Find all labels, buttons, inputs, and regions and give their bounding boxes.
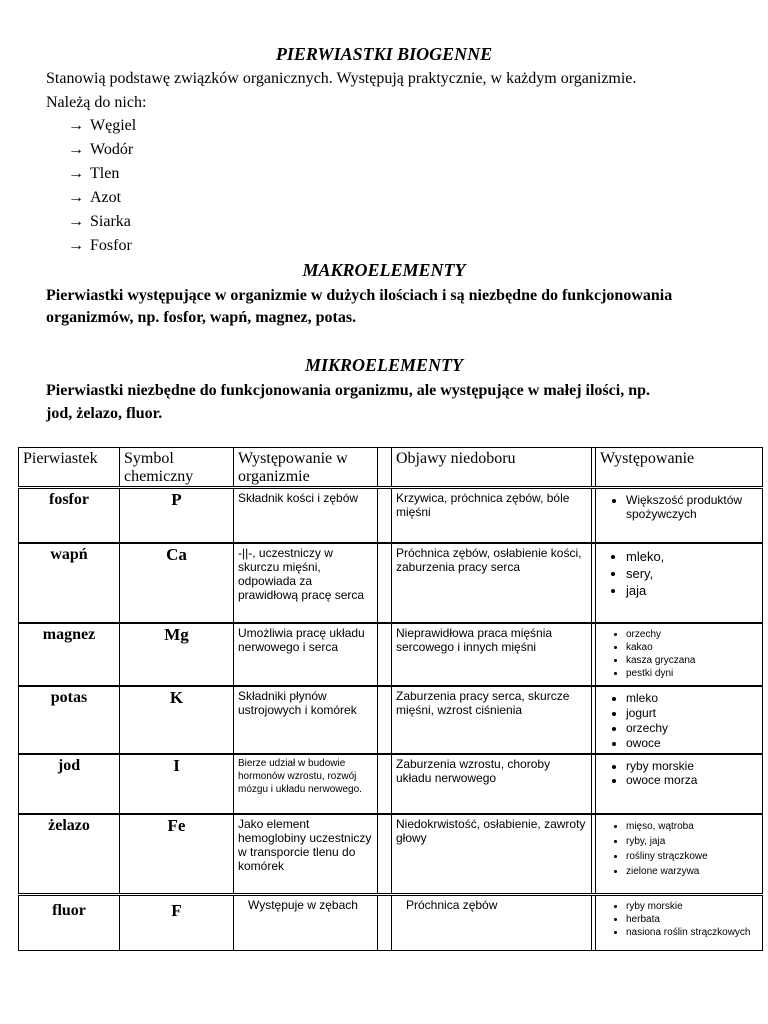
macro-line2: organizmów, np. fosfor, wapń, magnez, potas.: [46, 309, 357, 326]
list-item: • orzechy: [626, 721, 760, 736]
food-sources: [595, 624, 764, 685]
arrow-right-icon: →: [68, 117, 84, 134]
list-item: • owoce: [626, 736, 760, 751]
list-item: • herbata: [626, 913, 760, 926]
food-sources: [595, 489, 764, 542]
list-item: → Siarka: [68, 210, 136, 234]
biogenic-line2: Należą do nich:: [46, 94, 147, 111]
element-name: wapń: [50, 546, 88, 563]
header-organism: Występowanie w organizmie: [233, 448, 377, 486]
organism-role: Składnik kości i zębów: [233, 489, 377, 542]
header-deficiency: Objawy niedoboru: [391, 448, 591, 486]
table-row: [18, 814, 763, 894]
deficiency-symptoms: Próchnica zębów: [391, 896, 591, 950]
title-biogenic: PIERWIASTKI BIOGENNE: [275, 44, 493, 64]
arrow-right-icon: →: [68, 237, 84, 254]
header-symbol: Symbol chemiczny: [119, 448, 233, 486]
list-item: → Wodór: [68, 138, 136, 162]
table-row: [18, 543, 763, 623]
arrow-right-icon: →: [68, 213, 84, 230]
organism-role: Składniki płynów ustrojowych i komórek: [233, 687, 377, 753]
table-row: [18, 686, 763, 754]
deficiency-symptoms: Próchnica zębów, osłabienie kości, zaburzenia pracy serca: [391, 544, 591, 622]
arrow-right-icon: →: [68, 189, 84, 206]
list-item: • ryby morskie: [626, 900, 760, 913]
list-item: • kasza gryczana: [626, 654, 760, 667]
list-item: → Tlen: [68, 162, 136, 186]
list-item: → Azot: [68, 186, 136, 210]
list-item: • pestki dyni: [626, 667, 760, 680]
food-sources: [595, 896, 764, 950]
biogenic-list: [68, 114, 136, 258]
micro-line2: jod, żelazo, fluor.: [46, 405, 163, 422]
element-symbol: P: [119, 489, 233, 542]
table-row: [18, 754, 763, 814]
food-sources: [595, 687, 764, 753]
element-name: potas: [50, 689, 88, 706]
list-item: • owoce morza: [626, 773, 760, 787]
list-item: • jaja: [626, 582, 760, 599]
macro-line1: Pierwiastki występujące w organizmie w dużych ilościach i są niezbędne do funkcjonowania: [46, 287, 673, 304]
table-row: [18, 895, 763, 951]
deficiency-symptoms: Zaburzenia pracy serca, skurcze mięśni, wzrost ciśnienia: [391, 687, 591, 753]
list-item: • mięso, wątroba: [626, 819, 760, 834]
header-sources: Występowanie: [595, 448, 764, 486]
deficiency-symptoms: Nieprawidłowa praca mięśnia sercowego i innych mięśni: [391, 624, 591, 685]
list-item: → Węgiel: [68, 114, 136, 138]
biogenic-line1: Stanowią podstawę związków organicznych. Występują praktycznie, w każdym organizmie.: [46, 70, 637, 87]
element-name: jod: [57, 757, 81, 774]
organism-role: Jako element hemoglobiny uczestniczy w transporcie tlenu do komórek: [233, 815, 377, 893]
food-sources: [595, 544, 764, 622]
element-symbol: K: [119, 687, 233, 753]
list-item: • zielone warzywa: [626, 864, 760, 879]
food-sources: [595, 755, 764, 813]
title-micro: MIKROELEMENTY: [304, 355, 464, 375]
element-name: żelazo: [48, 817, 90, 834]
food-sources: [595, 815, 764, 893]
element-symbol: Ca: [119, 544, 233, 622]
list-item: • orzechy: [626, 628, 760, 641]
list-item: • nasiona roślin strączkowych: [626, 926, 760, 939]
header-element: Pierwiastek: [23, 450, 98, 467]
table-row: [18, 488, 763, 543]
title-macro: MAKROELEMENTY: [302, 260, 466, 280]
table-header: [18, 447, 763, 487]
arrow-right-icon: →: [68, 141, 84, 158]
element-name: magnez: [42, 626, 96, 643]
list-item: • mleko,: [626, 548, 760, 565]
element-name: fosfor: [49, 491, 89, 508]
organism-role: Występuje w zębach: [233, 896, 377, 950]
organism-role: Umożliwia pracę układu nerwowego i serca: [233, 624, 377, 685]
element-symbol: I: [119, 755, 233, 813]
deficiency-symptoms: Krzywica, próchnica zębów, bóle mięśni: [391, 489, 591, 542]
list-item: • rośliny strączkowe: [626, 849, 760, 864]
organism-role: Bierze udział w budowie hormonów wzrostu, rozwój mózgu i układu nerwowego.: [233, 755, 377, 813]
deficiency-symptoms: Niedokrwistość, osłabienie, zawroty głowy: [391, 815, 591, 893]
list-item: • kakao: [626, 641, 760, 654]
element-symbol: Mg: [119, 624, 233, 685]
micro-line1: Pierwiastki niezbędne do funkcjonowania organizmu, ale występujące w małej ilości, np.: [46, 382, 650, 399]
list-item: • sery,: [626, 565, 760, 582]
element-name: fluor: [52, 902, 86, 919]
list-item: • mleko: [626, 691, 760, 706]
list-item: → Fosfor: [68, 234, 136, 258]
list-item: • jogurt: [626, 706, 760, 721]
organism-role: -||-, uczestniczy w skurczu mięśni, odpowiada za prawidłową pracę serca: [233, 544, 377, 622]
element-symbol: Fe: [119, 815, 233, 893]
list-item: • ryby morskie: [626, 759, 760, 773]
deficiency-symptoms: Zaburzenia wzrostu, choroby układu nerwowego: [391, 755, 591, 813]
table-row: [18, 623, 763, 686]
list-item: • Większość produktów spożywczych: [626, 493, 760, 521]
arrow-right-icon: →: [68, 165, 84, 182]
element-symbol: F: [119, 896, 233, 950]
list-item: • ryby, jaja: [626, 834, 760, 849]
